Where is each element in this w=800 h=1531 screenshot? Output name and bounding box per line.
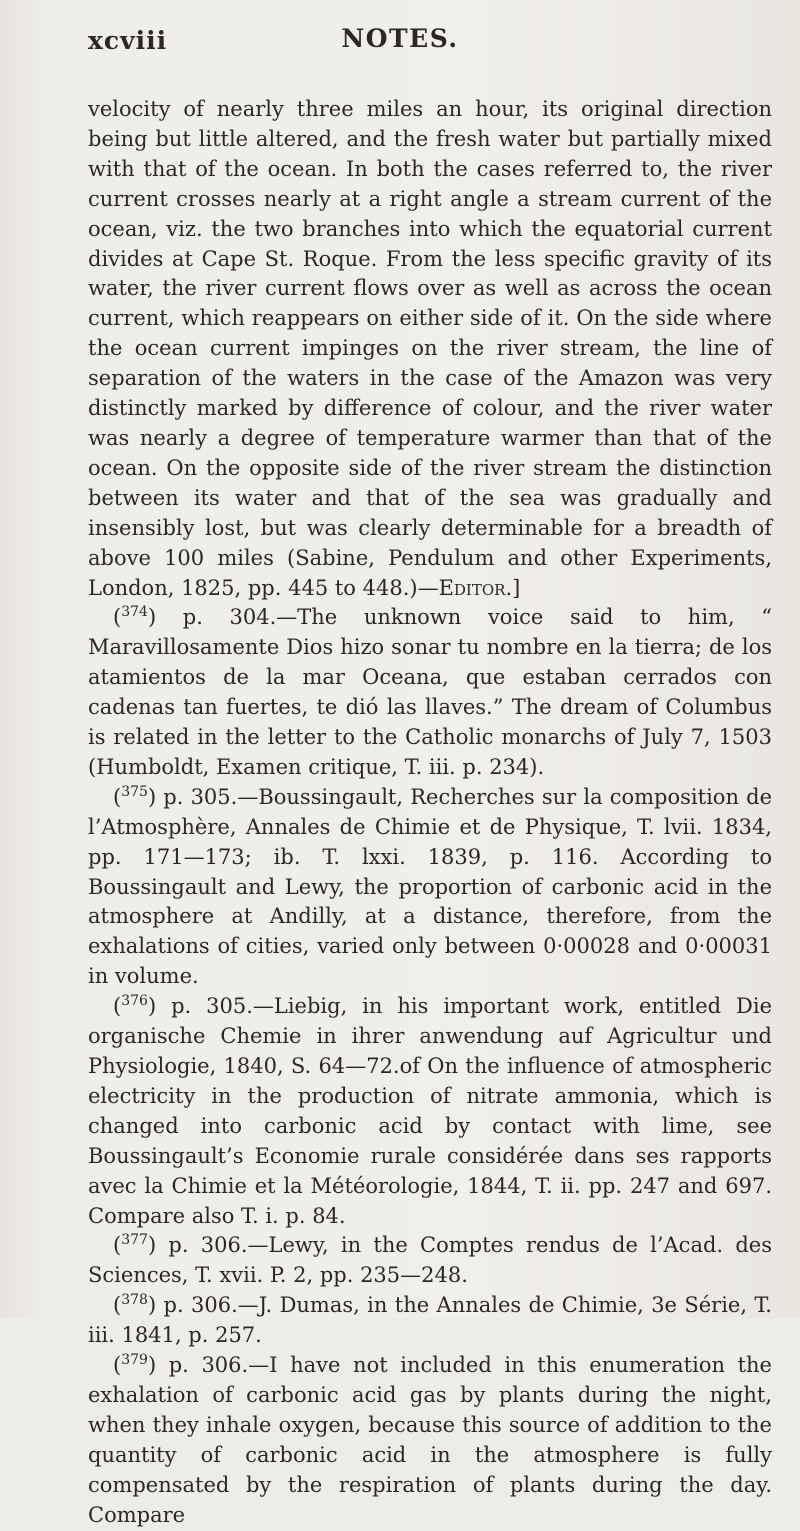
note-number: 375 [121,783,148,800]
note-text: p. 304.—The unknown voice said to him, “ Maravillosamente Dios hizo sonar tu nombre en la tierra; de los atamientos de la mar Oceana, que estaban cerrados con cadenas tan fuertes, te dió las llaves.” The dream of Columbus is related in the letter to the Catholic monarchs of July 7, 1503 (Humboldt, Examen critique, T. iii. p. 234). [88,605,772,779]
note-number: 377 [121,1232,148,1249]
note-number: 378 [121,1292,148,1309]
note-374: ($^{374}$) p. 304.—The unknown voice said to him, “ Maravillosamente Dios hizo sonar tu nombre en la tierra; de los atamientos de la mar Oceana, que estaban cerrados con cadenas tan fuertes, te dió las llaves.” The dream of Columbus is related in the letter to the Catholic monarchs of July 7, 1503 (Humboldt, Examen critique, T. iii. p. 234). [88,604,772,779]
note-number: 376 [121,993,148,1010]
note-text: p. 306.—Lewy, in the Comptes rendus de l’Acad. des Sciences, T. xvii. P. 2, pp. 235—248. [88,1233,772,1288]
note-378: ($^{378}$) p. 306.—J. Dumas, in the Annales de Chimie, 3e Série, T. iii. 1841, p. 257. [88,1292,772,1348]
page-number: xcviii [88,26,168,55]
note-text: p. 306.—J. Dumas, in the Annales de Chimie, 3e Série, T. iii. 1841, p. 257. [88,1293,772,1348]
note-379: ($^{379}$) p. 306.—I have not included in this enumeration the exhalation of carbonic acid gas by plants during the night, when they inhale oxygen, because this source of addition to the quantity of carbonic acid in the atmosphere is fully compensated by the respiration of plants during the day. Compare [88,1352,772,1527]
note-number: 379 [121,1352,148,1369]
note-text: p. 305.—Liebig, in his important work, entitled Die organische Chemie in ihrer anwendung auf Agricultur und Physiologie, 1840, S. 64—72.of On the influence of atmospheric electricity in the production of nitrate ammonia, which is changed into carbonic acid by contact with lime, see Boussingault’s Economie rurale considérée dans ses rapports avec la Chimie et la Météorologie, 1844, T. ii. pp. 247 and 697. Compare also T. i. p. 84. [88,994,773,1228]
notes-body [88,95,772,1531]
note-text: p. 305.—Boussingault, Recherches sur la composition de l’Atmosphère, Annales de Chimie et de Physique, T. lvii. 1834, pp. 171—173; ib. T. lxxi. 1839, p. 116. According to Boussingault and Lewy, the proportion of carbonic acid in the atmosphere at Andilly, at a distance, therefore, from the exhalations of cities, varied only between 0·00028 and 0·00031 in volume. [88,784,772,989]
note-text: p. 306.—I have not included in this enumeration the exhalation of carbonic acid gas by plants during the night, when they inhale oxygen, because this source of addition to the quantity of carbonic acid in the atmosphere is fully compensated by the respiration of plants during the day. Compare [88,1353,772,1527]
paragraph-continued [88,95,772,603]
editor-signature: Editor.] [438,575,521,600]
note-376: ($^{376}$) p. 305.—Liebig, in his important work, entitled Die organische Chemie in ihrer anwendung auf Agricultur und Physiologie, 1840, S. 64—72.of On the influence of atmospheric electricity in the production of nitrate ammonia, which is changed into carbonic acid by contact with lime, see Boussingault’s Economie rurale considérée dans ses rapports avec la Chimie et la Météorologie, 1844, T. ii. pp. 247 and 697. Compare also T. i. p. 84. [88,993,773,1228]
note-375: ($^{375}$) p. 305.—Boussingault, Recherches sur la composition de l’Atmosphère, Annales de Chimie et de Physique, T. lvii. 1834, pp. 171—173; ib. T. lxxi. 1839, p. 116. According to Boussingault and Lewy, the proportion of carbonic acid in the atmosphere at Andilly, at a distance, therefore, from the exhalations of cities, varied only between 0·00028 and 0·00031 in volume. [88,783,772,989]
note-number: 374 [121,604,148,621]
note-377: ($^{377}$) p. 306.—Lewy, in the Comptes rendus de l’Acad. des Sciences, T. xvii. P. 2, pp. 235—248. [88,1232,772,1288]
running-head: NOTES. [341,24,459,53]
page-header [0,22,800,62]
paragraph-text: velocity of nearly three miles an hour, its original direction being but little altered, and the fresh water but partially mixed with that of the ocean. In both the cases referred to, the river current crosses nearly at a right angle a stream current of the ocean, viz. the two branches into which the equatorial current divides at Cape St. Roque. From the less specific gravity of its water, the river current flows over as well as across the ocean current, which reappears on either side of it. On the side where the ocean current impinges on the river stream, the line of separation of the waters in the case of the Amazon was very distinctly marked by difference of colour, and the river water was nearly a degree of temperature warmer than that of the ocean. On the opposite side of the river stream the distinction between its water and that of the sea was gradually and insensibly lost, but was clearly determinable for a breadth of above 100 miles (Sabine, Pendulum and other Experiments, London, 1825, pp. 445 to 448.)— [88,97,772,600]
